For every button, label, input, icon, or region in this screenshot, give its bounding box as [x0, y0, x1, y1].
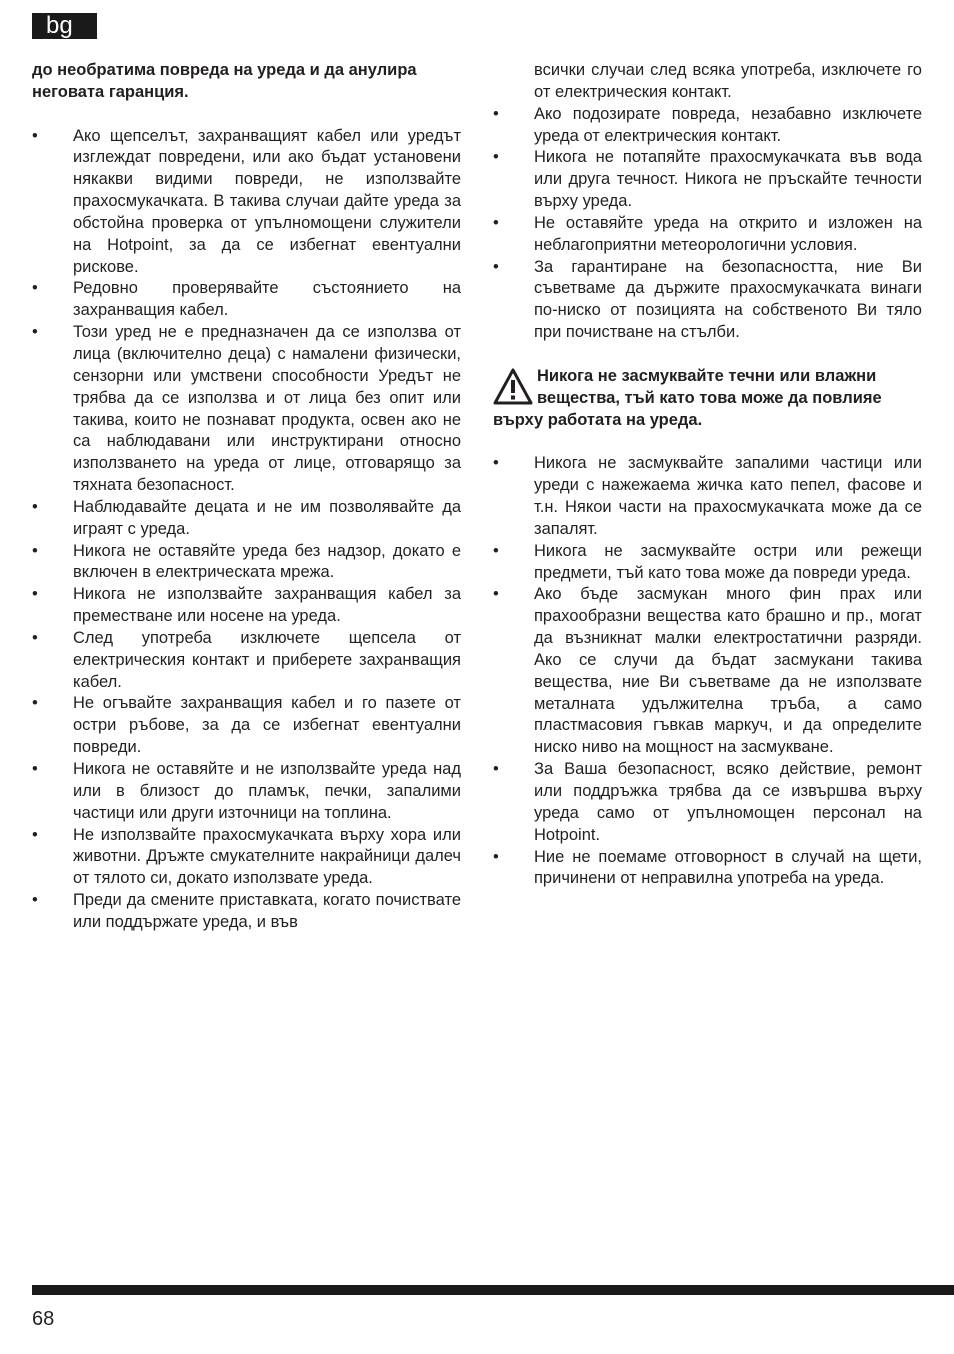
safety-list-right-2	[493, 453, 922, 890]
warning-block	[493, 366, 922, 432]
list-item: • Не използвайте прахосмукачката върху хора или животни. Дръжте смукателните накрайници далеч от тялото си, докато използвате уреда.	[32, 825, 461, 891]
list-item-continuation	[493, 60, 922, 104]
list-item: • За гарантиране на безопасността, ние Ви съветваме да държите прахосмукачката винаги по-ниско от позицията на собственото Ви тяло при почистване на стълби.	[493, 257, 922, 344]
continuation-text: всички случаи след всяка употреба, изключете го от електрическия контакт.	[534, 61, 922, 101]
list-item: • Ние не поемаме отговорност в случай на щети, причинени от неправилна употреба на уреда.	[493, 847, 922, 891]
list-item: • Този уред не е предназначен да се използва от лица (включително деца) с намалени физически, сензорни или умствени способности Уредът не трябва да се използва и от лица без опит или такива, които не познават продукта, освен ако не са наблюдавани или инструктирани относно използването на уреда от лице, отговарящо за тяхната безопасност.	[32, 322, 461, 497]
list-item: • Ако щепселът, захранващият кабел или уредът изглеждат повредени, или ако бъдат установени някакви видими повреди, не използвайте прахосмукачката. В такива случаи дайте уреда за обстойна проверка от упълномощени служители на Hotpoint, за да се избегнат евентуални рискове.	[32, 126, 461, 279]
list-item: • Редовно проверявайте състоянието на захранващия кабел.	[32, 278, 461, 322]
safety-list-right	[493, 60, 922, 344]
list-item: • Ако бъде засмукан много фин прах или прахообразни вещества като брашно и пр., могат да възникнат малки електростатични разряди. Ако се случи да бъдат засмукани такива вещества, ние Ви съветваме да не използвате металната удължителна тръба, а само пластмасовия гъвкав маркуч, и да определите ниско ниво на мощност на засмукване.	[493, 584, 922, 759]
intro-text: до необратима повреда на уреда и да анулира неговата гаранция.	[32, 61, 417, 101]
right-column	[493, 60, 922, 890]
list-item: • Не оставяйте уреда на открито и изложен на неблагоприятни метеорологични условия.	[493, 213, 922, 257]
warning-text: Никога не засмуквайте течни или влажни вещества, тъй като това може да повлияе върху работата на уреда.	[493, 366, 882, 429]
list-item: • Наблюдавайте децата и не им позволявайте да играят с уреда.	[32, 497, 461, 541]
list-item: • Ако подозирате повреда, незабавно изключете уреда от електрическия контакт.	[493, 104, 922, 148]
safety-list-left	[32, 126, 461, 934]
list-item: • Не огъвайте захранващия кабел и го пазете от остри ръбове, за да се избегнат евентуални повреди.	[32, 693, 461, 759]
warning-triangle-icon	[493, 368, 533, 406]
left-column	[32, 60, 461, 934]
list-item: • Никога не оставяйте и не използвайте уреда над или в близост до пламък, печки, запалими частици или други източници на топлина.	[32, 759, 461, 825]
page-number: 68	[32, 1308, 55, 1330]
list-item: • Никога не оставяйте уреда без надзор, докато е включен в електрическата мрежа.	[32, 541, 461, 585]
list-item: • Никога не потапяйте прахосмукачката във вода или друга течност. Никога не пръскайте течности върху уреда.	[493, 147, 922, 213]
list-item: • Никога не засмуквайте запалими частици или уреди с нажежаема жичка като пепел, фасове и т.н. Някои части на прахосмукачката може да се запалят.	[493, 453, 922, 540]
list-item: • Никога не засмуквайте остри или режещи предмети, тъй като това може да повреди уреда.	[493, 541, 922, 585]
footer-bar	[32, 1285, 954, 1295]
list-item: • Никога не използвайте захранващия кабел за преместване или носене на уреда.	[32, 584, 461, 628]
list-item: • За Ваша безопасност, всяко действие, ремонт или поддръжка трябва да се извършва върху уреда само от упълномощен персонал на Hotpoint.	[493, 759, 922, 846]
list-item: • Преди да смените приставката, когато почиствате или поддържате уреда, и във	[32, 890, 461, 934]
language-tag: bg	[32, 13, 97, 39]
list-item: • След употреба изключете щепсела от електрическия контакт и приберете захранващия кабел.	[32, 628, 461, 694]
